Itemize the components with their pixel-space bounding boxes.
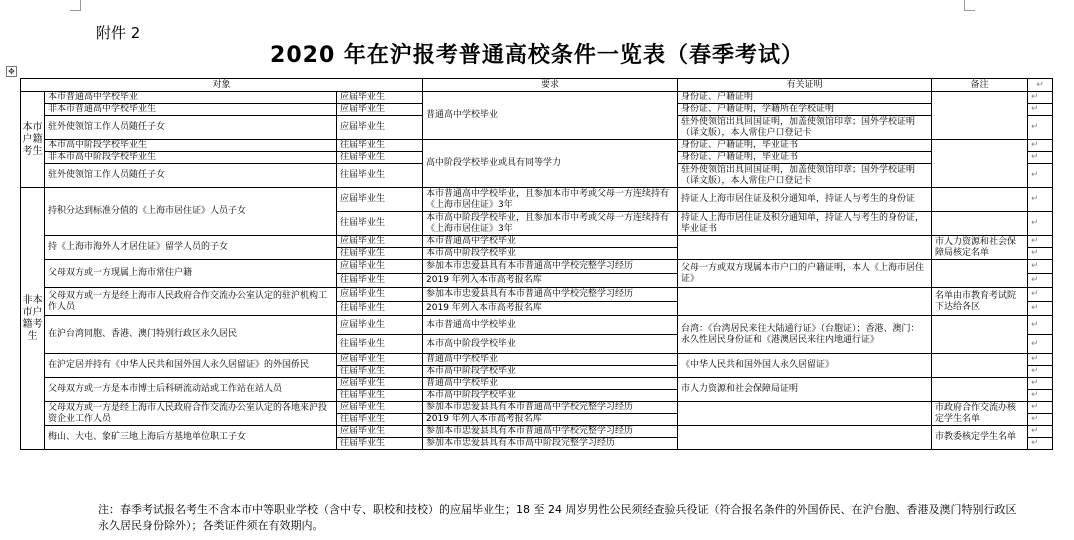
- conditions-table: [20, 78, 1053, 450]
- status-cell: 往届毕业生: [337, 164, 423, 188]
- table-row: [21, 378, 1053, 390]
- status-cell: 往届毕业生: [337, 248, 423, 260]
- proof-cell: 驻外使领馆出具回国证明，加盖使领馆印章；国外学校证明（译文版），本人常住户口登记卡: [678, 164, 932, 188]
- table-row: [21, 236, 1053, 248]
- proof-cell: 身份证、户籍证明，毕业证书: [678, 140, 932, 152]
- document-title: 2020 年在沪报考普通高校条件一览表（春季考试）: [270, 43, 804, 68]
- status-cell: 应届毕业生: [337, 288, 423, 302]
- remark-cell: [932, 140, 1028, 188]
- status-cell: 应届毕业生: [337, 378, 423, 390]
- object-cell: 在沪台湾同胞、香港、澳门特别行政区永久居民: [45, 316, 337, 354]
- end-mark: ↵: [1028, 260, 1053, 274]
- requirement-cell: 本市高中阶段学校毕业: [423, 248, 678, 260]
- proof-cell: 《中华人民共和国外国人永久居留证》: [678, 354, 932, 378]
- status-cell: 应届毕业生: [337, 236, 423, 248]
- proof-cell: [678, 402, 932, 426]
- proof-cell: 身份证、户籍证明: [678, 92, 932, 104]
- proof-cell: 身份证、户籍证明，毕业证书: [678, 152, 932, 164]
- requirement-cell: 2019 年列入本市高考报名库: [423, 302, 678, 316]
- requirement-cell: 2019 年列入本市高考报名库: [423, 414, 678, 426]
- object-cell: 持《上海市海外人才居住证》留学人员的子女: [45, 236, 337, 260]
- end-mark: ↵: [1028, 248, 1053, 260]
- requirement-cell: 本市高中阶段学校毕业，且参加本市中考或父母一方连续持有《上海市居住证》3年: [423, 212, 678, 236]
- header-proof: 有关证明: [678, 79, 932, 92]
- requirement-cell: 参加本市忠爱县具有本市普通高中学校完整学习经历: [423, 260, 678, 274]
- status-cell: 往届毕业生: [337, 212, 423, 236]
- end-mark: ↵: [1028, 79, 1053, 92]
- header-requirement: 要求: [423, 79, 678, 92]
- remark-cell: [932, 188, 1028, 212]
- status-cell: 应届毕业生: [337, 426, 423, 438]
- header-object: 对象: [21, 79, 423, 92]
- attachment-label: 附件 2: [96, 24, 141, 42]
- status-cell: 往届毕业生: [337, 414, 423, 426]
- status-cell: 应届毕业生: [337, 116, 423, 140]
- table-row: [21, 140, 1053, 152]
- status-cell: 往届毕业生: [337, 302, 423, 316]
- proof-cell: 驻外使领馆出具回国证明，加盖使领馆印章；国外学校证明（译文版），本人常住户口登记卡: [678, 116, 932, 140]
- object-cell: 非本市高中阶段学校毕业生: [45, 152, 337, 164]
- requirement-cell: 本市高中阶段学校毕业: [423, 335, 678, 354]
- object-cell: 父母双方或一方是本市博士后科研流动站或工作站在站人员: [45, 378, 337, 402]
- requirement-cell: 参加本市忠爱县具有本市普通高中学校完整学习经历: [423, 402, 678, 414]
- table-row: [21, 426, 1053, 438]
- status-cell: 往届毕业生: [337, 274, 423, 288]
- end-mark: ↵: [1028, 302, 1053, 316]
- status-cell: 往届毕业生: [337, 335, 423, 354]
- requirement-cell: 普通高中学校毕业: [423, 354, 678, 366]
- requirement-cell: 本市高中阶段学校毕业: [423, 366, 678, 378]
- footnote: 注：春季考试报名考生不含本市中等职业学校（含中专、职校和技校）的应届毕业生；18 至 24 周岁男性公民须经查验兵役证（符合报名条件的外国侨民、在沪台胞、香港及澳门特别行政区永久居民身份除外）；各类证件须在有效期内。: [98, 503, 1017, 532]
- table-row: [21, 260, 1053, 274]
- end-mark: ↵: [1028, 378, 1053, 390]
- end-mark: ↵: [1028, 316, 1053, 335]
- requirement-cell: 本市普通高中学校毕业: [423, 316, 678, 335]
- object-cell: 持积分达到标准分值的《上海市居住证》人员子女: [45, 188, 337, 236]
- end-mark: ↵: [1028, 402, 1053, 414]
- end-mark: ↵: [1028, 212, 1053, 236]
- requirement-cell: 2019 年列入本市高考报名库: [423, 274, 678, 288]
- requirement-cell: 本市普通高中学校毕业: [423, 236, 678, 248]
- object-cell: 驻外使领馆工作人员随任子女: [45, 164, 337, 188]
- requirement-cell: 本市高中阶段学校毕业: [423, 390, 678, 402]
- remark-cell: 市人力资源和社会保障局核定名单: [932, 236, 1028, 260]
- status-cell: 往届毕业生: [337, 366, 423, 378]
- status-cell: 应届毕业生: [337, 260, 423, 274]
- end-mark: ↵: [1028, 288, 1053, 302]
- proof-cell: 持证人上海市居住证及积分通知单，持证人与考生的身份证，毕业证书: [678, 212, 932, 236]
- status-cell: 应届毕业生: [337, 402, 423, 414]
- end-mark: ↵: [1028, 390, 1053, 402]
- proof-cell: [678, 236, 932, 260]
- object-cell: 父母双方或一方现属上海市常住户籍: [45, 260, 337, 288]
- proof-cell: 持证人上海市居住证及积分通知单，持证人与考生的身份证: [678, 188, 932, 212]
- requirement-cell: 本市普通高中学校毕业，且参加本市中考或父母一方连续持有《上海市居住证》3年: [423, 188, 678, 212]
- status-cell: 往届毕业生: [337, 438, 423, 450]
- proof-cell: 父母一方或双方现属本市户口的户籍证明，本人《上海市居住证》: [678, 260, 932, 288]
- end-mark: ↵: [1028, 236, 1053, 248]
- table-row: [21, 188, 1053, 212]
- proof-cell: 市人力资源和社会保障局证明: [678, 378, 932, 402]
- remark-cell: [932, 260, 1028, 288]
- remark-cell: 市教委核定学生名单: [932, 426, 1028, 450]
- requirement-cell: 普通高中学校毕业: [423, 92, 678, 140]
- proof-cell: [678, 426, 932, 450]
- end-mark: ↵: [1028, 188, 1053, 212]
- object-cell: 梅山、大屯、象矿三地上海后方基地单位职工子女: [45, 426, 337, 450]
- end-mark: ↵: [1028, 274, 1053, 288]
- status-cell: 应届毕业生: [337, 92, 423, 104]
- status-cell: 应届毕业生: [337, 104, 423, 116]
- proof-cell: 台湾：《台湾居民来往大陆通行证》（台胞证）；香港、澳门：永久性居民身份证和《港澳居民来往内地通行证》: [678, 316, 932, 354]
- end-mark: ↵: [1028, 104, 1053, 116]
- remark-cell: [932, 212, 1028, 236]
- remark-cell: 名单由市教育考试院下达给各区: [932, 288, 1028, 316]
- status-cell: 往届毕业生: [337, 140, 423, 152]
- table-row: [21, 354, 1053, 366]
- remark-cell: [932, 378, 1028, 402]
- end-mark: ↵: [1028, 354, 1053, 366]
- status-cell: 应届毕业生: [337, 354, 423, 366]
- table-row: [21, 92, 1053, 104]
- object-cell: 驻外使领馆工作人员随任子女: [45, 116, 337, 140]
- table-row: [21, 288, 1053, 302]
- end-mark: ↵: [1028, 140, 1053, 152]
- requirement-cell: 普通高中学校毕业: [423, 378, 678, 390]
- header-remark: 备注: [932, 79, 1028, 92]
- proof-cell: [678, 288, 932, 316]
- end-mark: ↵: [1028, 335, 1053, 354]
- remark-cell: [932, 316, 1028, 354]
- category-nonlocal: 非本市户籍考生: [21, 188, 45, 450]
- table-move-handle-icon[interactable]: ✥: [6, 66, 17, 77]
- requirement-cell: 参加本市忠爱县具有本市普通高中学校完整学习经历: [423, 288, 678, 302]
- end-mark: ↵: [1028, 152, 1053, 164]
- table-header-row: [21, 79, 1053, 92]
- end-mark: ↵: [1028, 366, 1053, 378]
- end-mark: ↵: [1028, 164, 1053, 188]
- status-cell: 往届毕业生: [337, 390, 423, 402]
- category-local: 本市户籍考生: [21, 92, 45, 188]
- end-mark: ↵: [1028, 116, 1053, 140]
- status-cell: 应届毕业生: [337, 188, 423, 212]
- status-cell: 往届毕业生: [337, 152, 423, 164]
- proof-cell: 身份证、户籍证明，学籍所在学校证明: [678, 104, 932, 116]
- end-mark: ↵: [1028, 92, 1053, 104]
- table-row: [21, 316, 1053, 335]
- object-cell: 本市普通高中学校毕业: [45, 92, 337, 104]
- object-cell: 父母双方或一方是经上海市人民政府合作交流办公室认定的各地来沪投资企业工作人员: [45, 402, 337, 426]
- remark-cell: [932, 354, 1028, 378]
- requirement-cell: 参加本市忠爱县具有本市普通高中学校完整学习经历: [423, 426, 678, 438]
- end-mark: ↵: [1028, 438, 1053, 450]
- object-cell: 非本市普通高中学校毕业生: [45, 104, 337, 116]
- status-cell: 应届毕业生: [337, 316, 423, 335]
- remark-cell: 市政府合作交流办核定学生名单: [932, 402, 1028, 426]
- object-cell: 父母双方或一方是经上海市人民政府合作交流办公室认定的驻沪机构工作人员: [45, 288, 337, 316]
- end-mark: ↵: [1028, 414, 1053, 426]
- object-cell: 在沪定居并持有《中华人民共和国外国人永久居留证》的外国侨民: [45, 354, 337, 378]
- requirement-cell: 高中阶段学校毕业或具有同等学力: [423, 140, 678, 188]
- object-cell: 本市高中阶段学校毕业生: [45, 140, 337, 152]
- end-mark: ↵: [1028, 426, 1053, 438]
- table-row: [21, 402, 1053, 414]
- requirement-cell: 参加本市忠爱县具有本市高中阶段完整学习经历: [423, 438, 678, 450]
- remark-cell: [932, 92, 1028, 140]
